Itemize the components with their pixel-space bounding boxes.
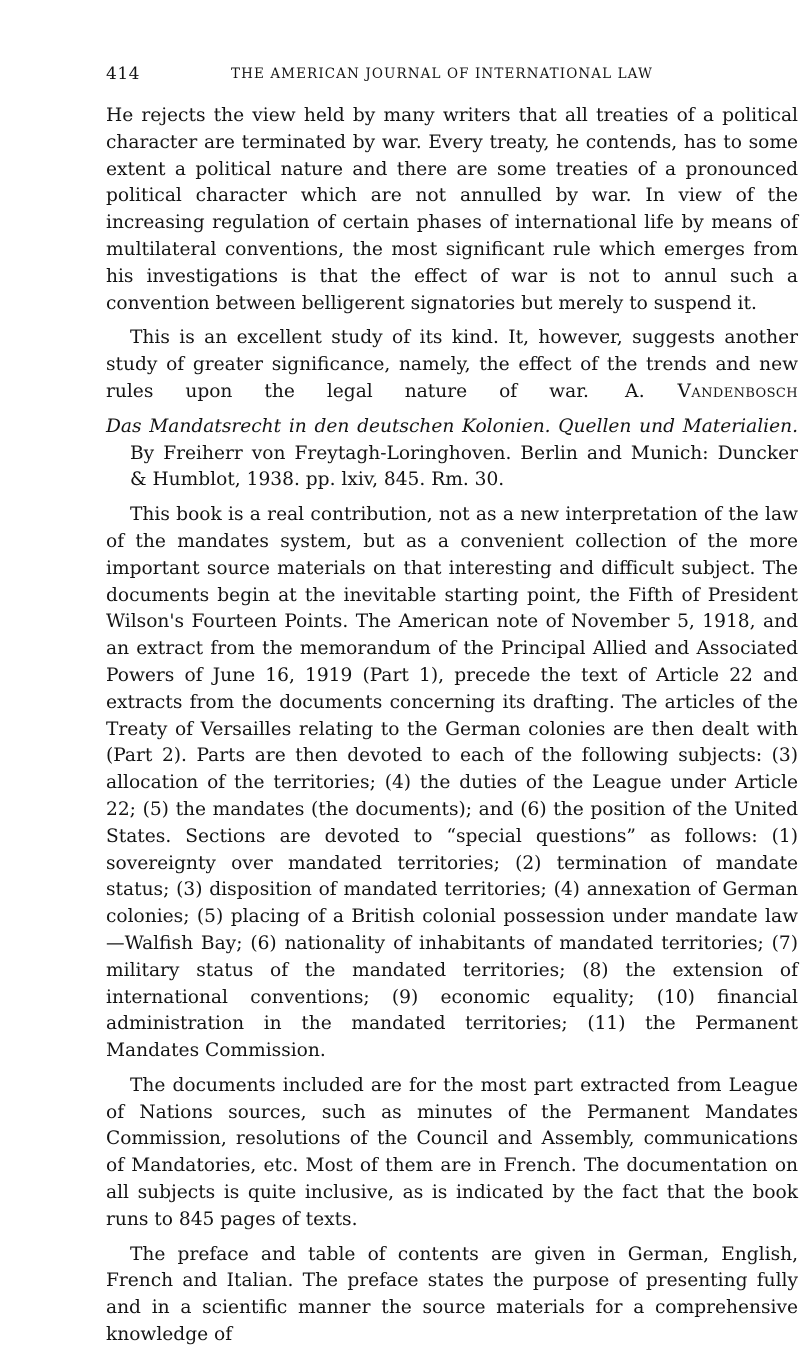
review-paragraph: The documents included are for the most part extracted from League of Nations sources, such as minutes of the Permanent Mandates Commission, resolutions of the Council and Assembly, communications of Mandatories, etc. Most of them are in French. The documentation on all subjects is quite inclusive, as is indicated by the fact that the book runs to 845 pages of texts. (106, 1074, 798, 1230)
page-header (106, 64, 796, 88)
review-paragraph: This book is a real contribution, not as a new interpretation of the law of the mandates system, but as a convenient collection of the more important source materials on that interesting and difficult subject. The documents begin at the inevitable starting point, the Fifth of President Wilson's Fourteen Points. The American note of November 5, 1918, and an extract from the memorandum of the Principal Allied and Associated Powers of June 16, 1919 (Part 1), precede the text of Article 22 and extracts from the documents concerning its drafting. The articles of the Treaty of Versailles relating to the German colonies are then dealt with (Part 2). Parts are then devoted to each of the following subjects: (3) allocation of the territories; (4) the duties of the League under Article 22; (5) the mandates (the documents); and (6) the position of the United States. Sections are devoted to “special questions” as follows: (1) sovereignty over mandated territories; (2) termination of mandate status; (3) disposition of mandated territories; (4) annexation of German colonies; (5) placing of a British colonial possession under mandate law—Walfish Bay; (6) nationality of inhabitants of mandated territories; (7) military status of the mandated territories; (8) the extension of international conventions; (9) economic equality; (10) financial administration in the mandated territories; (11) the Permanent Mandates Commission. (106, 504, 798, 1062)
book-title: Das Mandatsrecht in den deutschen Kolonien. Quellen und Materialien. (106, 415, 798, 437)
book-citation (106, 414, 798, 494)
review-paragraph: He rejects the view held by many writers that all treaties of a political character are terminated by war. Every treaty, he contends, has to some extent a political nature and there are some treaties of a pronounced political character which are not annulled by war. In view of the increasing regulation of certain phases of international life by means of multilateral conventions, the most significant rule which emerges from his investigations is that the effect of war is not to annul such a convention between belligerent signatories but merely to suspend it. (106, 105, 798, 314)
review-closing-paragraph (106, 325, 798, 405)
review-paragraph: The preface and table of contents are given in German, English, French and Italian. The preface states the purpose of presenting fully and in a scientific manner the source materials for a comprehensive knowledge of (106, 1243, 798, 1346)
reviewer-signature: A. Vandenbosch (624, 380, 799, 402)
page-number: 414 (106, 64, 140, 84)
book-details: By Freiherr von Freytagh-Loringhoven. Berlin and Munich: Duncker & Humblot, 1938. pp. lxiv, 845. Rm. 30. (130, 442, 798, 491)
review-closing-text: This is an excellent study of its kind. It, however, suggests another study of greater significance, namely, the effect of the trends and new rules upon the legal nature of war. (106, 327, 798, 402)
running-title: THE AMERICAN JOURNAL OF INTERNATIONAL LAW (231, 66, 653, 82)
page-body (106, 103, 798, 1357)
